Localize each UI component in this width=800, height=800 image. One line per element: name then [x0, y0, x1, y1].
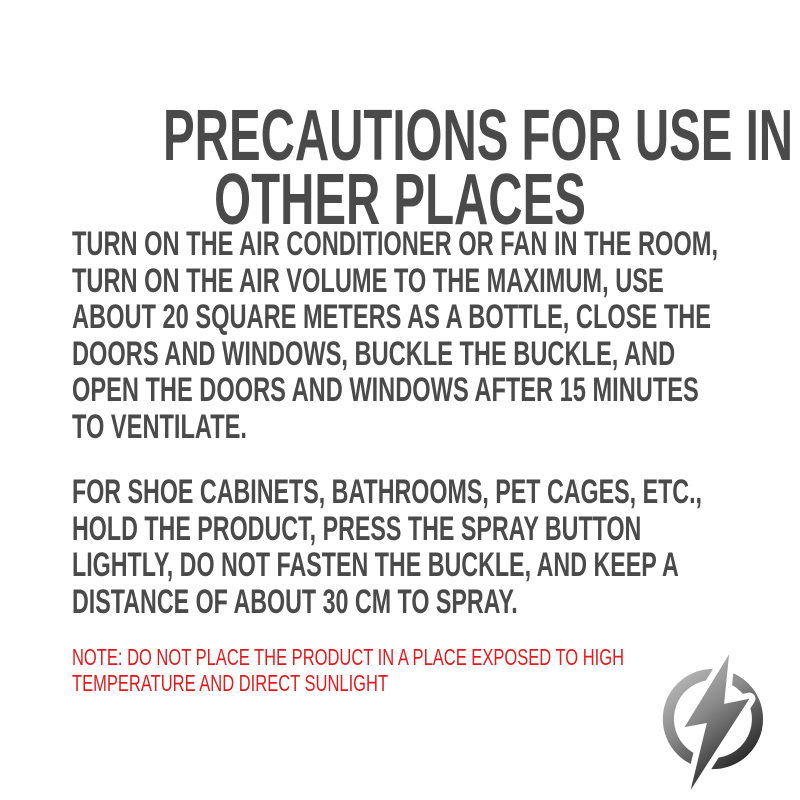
paragraph-line: HOLD THE PRODUCT, PRESS THE SPRAY BUTTON: [72, 509, 642, 548]
paragraph-line: OPEN THE DOORS AND WINDOWS AFTER 15 MINUTES: [72, 371, 699, 409]
page-title-line-2: OTHER PLACES: [214, 160, 586, 241]
instructions-paragraph-small-spaces: [72, 474, 800, 620]
warning-note-line: TEMPERATURE AND DIRECT SUNLIGHT: [72, 670, 389, 696]
paragraph-line: DOORS AND WINDOWS, BUCKLE THE BUCKLE, AND: [72, 334, 676, 373]
paragraph-line: FOR SHOE CABINETS, BATHROOMS, PET CAGES, ETC.,: [72, 473, 702, 511]
paragraph-line: TURN ON THE AIR VOLUME TO THE MAXIMUM, USE: [72, 261, 664, 300]
instructions-paragraph-room: [72, 226, 800, 445]
warning-note-line: NOTE: DO NOT PLACE THE PRODUCT IN A PLACE EXPOSED TO HIGH: [72, 644, 624, 670]
paragraph-line: ABOUT 20 SQUARE METERS AS A BOTTLE, CLOSE THE: [72, 298, 712, 336]
paragraph-line: LIGHTLY, DO NOT FASTEN THE BUCKLE, AND KEEP A: [72, 546, 679, 584]
paragraph-line: TO VENTILATE.: [72, 407, 247, 446]
lightning-circle-logo-icon: [638, 638, 800, 800]
paragraph-line: DISTANCE OF ABOUT 30 CM TO SPRAY.: [72, 582, 518, 621]
paragraph-line: TURN ON THE AIR CONDITIONER OR FAN IN THE ROOM,: [72, 225, 718, 263]
page-title-line-1: PRECAUTIONS FOR USE IN: [163, 96, 794, 177]
page-title: [0, 96, 800, 241]
